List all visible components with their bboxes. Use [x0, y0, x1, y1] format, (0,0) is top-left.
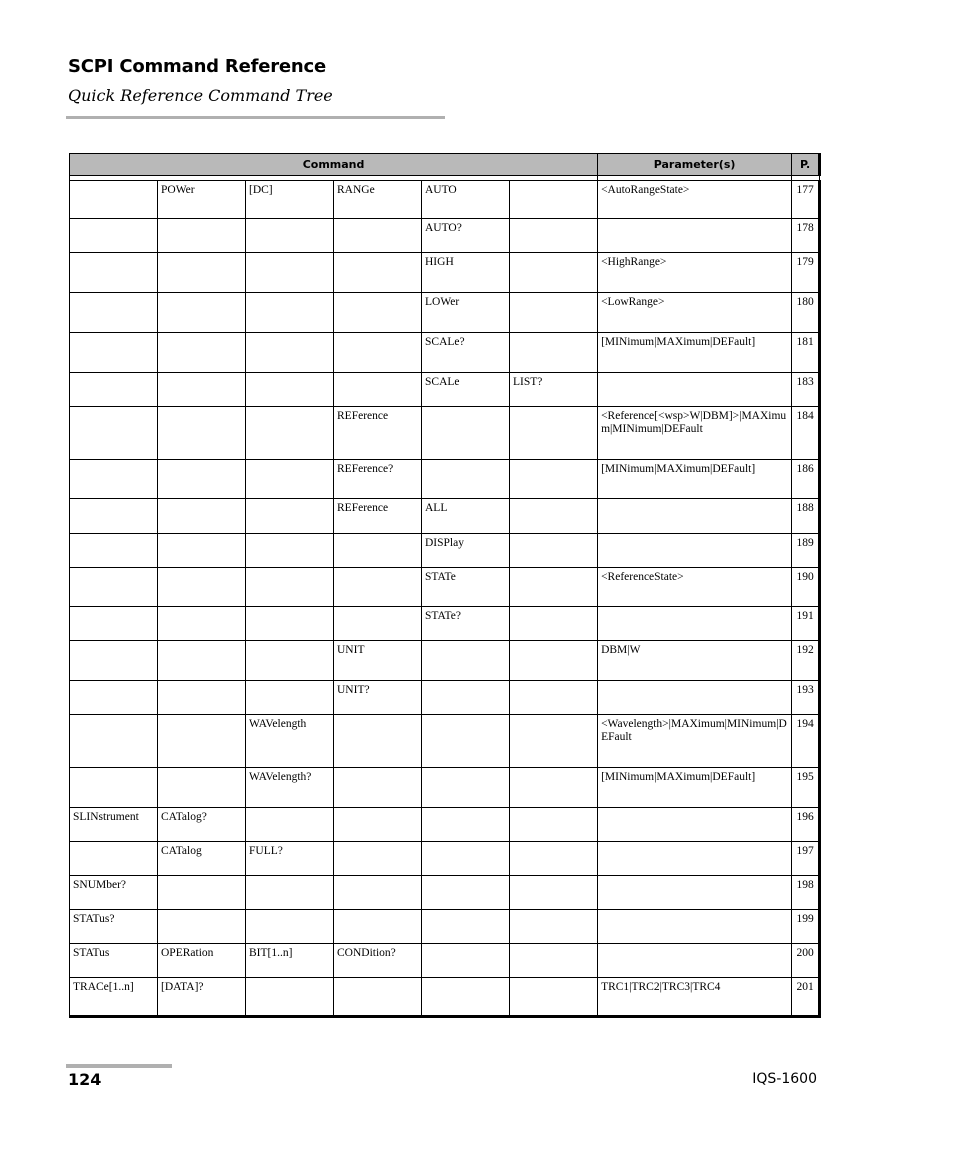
command-level-2-cell [158, 607, 246, 641]
command-level-4-cell [334, 978, 422, 1017]
command-level-2-cell [158, 641, 246, 681]
command-level-5-cell: DISPlay [422, 534, 510, 568]
parameters-cell: <Reference[<wsp>W|DBM]>|MAXimum|MINimum|DEFault [598, 407, 792, 460]
command-level-2-cell [158, 460, 246, 499]
parameters-cell: <ReferenceState> [598, 568, 792, 607]
parameters-cell [598, 373, 792, 407]
page-ref-cell: 188 [792, 499, 820, 534]
command-level-6-cell [510, 808, 598, 842]
command-level-2-cell [158, 534, 246, 568]
command-level-1-cell: TRACe[1..n] [70, 978, 158, 1017]
page-ref-cell: 177 [792, 181, 820, 219]
command-level-6-cell [510, 607, 598, 641]
command-level-2-cell: CATalog? [158, 808, 246, 842]
command-level-6-cell [510, 568, 598, 607]
command-level-6-cell: LIST? [510, 373, 598, 407]
command-level-3-cell [246, 641, 334, 681]
table-row [70, 293, 820, 333]
command-level-3-cell [246, 460, 334, 499]
parameters-cell [598, 842, 792, 876]
command-level-6-cell [510, 534, 598, 568]
command-level-5-cell [422, 910, 510, 944]
command-level-3-cell [246, 808, 334, 842]
parameters-cell [598, 219, 792, 253]
command-level-3-cell [246, 219, 334, 253]
page-ref-cell: 192 [792, 641, 820, 681]
table-row [70, 253, 820, 293]
command-level-5-cell [422, 407, 510, 460]
command-level-6-cell [510, 681, 598, 715]
table-row [70, 842, 820, 876]
command-level-2-cell [158, 910, 246, 944]
command-level-3-cell [246, 333, 334, 373]
command-level-1-cell: STATus [70, 944, 158, 978]
command-level-1-cell [70, 407, 158, 460]
table-row [70, 219, 820, 253]
command-level-1-cell [70, 842, 158, 876]
command-level-1-cell [70, 181, 158, 219]
command-level-5-cell [422, 460, 510, 499]
command-level-5-cell [422, 808, 510, 842]
command-level-1-cell [70, 253, 158, 293]
parameters-cell: [MINimum|MAXimum|DEFault] [598, 768, 792, 808]
command-level-4-cell [334, 333, 422, 373]
table-row [70, 876, 820, 910]
command-level-4-cell: REFerence [334, 407, 422, 460]
command-level-1-cell [70, 641, 158, 681]
command-level-5-cell [422, 944, 510, 978]
command-level-1-cell [70, 460, 158, 499]
page-ref-cell: 189 [792, 534, 820, 568]
page-ref-cell: 191 [792, 607, 820, 641]
command-level-4-cell [334, 293, 422, 333]
command-level-5-cell: LOWer [422, 293, 510, 333]
parameters-cell: [MINimum|MAXimum|DEFault] [598, 460, 792, 499]
command-level-3-cell: BIT[1..n] [246, 944, 334, 978]
parameters-cell [598, 910, 792, 944]
command-level-5-cell: AUTO? [422, 219, 510, 253]
command-level-2-cell [158, 715, 246, 768]
command-level-1-cell [70, 607, 158, 641]
table-row [70, 460, 820, 499]
command-level-3-cell [246, 407, 334, 460]
page-title: SCPI Command Reference [68, 56, 327, 77]
command-level-3-cell [246, 568, 334, 607]
header-parameters: Parameter(s) [598, 154, 792, 176]
parameters-cell: TRC1|TRC2|TRC3|TRC4 [598, 978, 792, 1017]
page-ref-cell: 178 [792, 219, 820, 253]
table-row [70, 768, 820, 808]
table-row [70, 407, 820, 460]
table-row [70, 944, 820, 978]
command-level-5-cell: SCALe [422, 373, 510, 407]
table-row [70, 910, 820, 944]
command-level-3-cell: FULL? [246, 842, 334, 876]
command-level-5-cell: AUTO [422, 181, 510, 219]
command-level-1-cell: STATus? [70, 910, 158, 944]
parameters-cell: DBM|W [598, 641, 792, 681]
table-row [70, 681, 820, 715]
command-level-5-cell [422, 768, 510, 808]
table-row [70, 534, 820, 568]
page-ref-cell: 195 [792, 768, 820, 808]
command-level-1-cell: SLINstrument [70, 808, 158, 842]
command-level-1-cell [70, 568, 158, 607]
parameters-cell: <Wavelength>|MAXimum|MINimum|DEFault [598, 715, 792, 768]
command-level-5-cell: ALL [422, 499, 510, 534]
command-level-2-cell: CATalog [158, 842, 246, 876]
command-level-4-cell [334, 534, 422, 568]
command-level-3-cell: WAVelength? [246, 768, 334, 808]
command-level-4-cell [334, 910, 422, 944]
table-row [70, 181, 820, 219]
parameters-cell: <HighRange> [598, 253, 792, 293]
page-ref-cell: 193 [792, 681, 820, 715]
table-row [70, 607, 820, 641]
command-level-3-cell [246, 373, 334, 407]
command-level-2-cell [158, 768, 246, 808]
command-level-6-cell [510, 910, 598, 944]
product-model: IQS-1600 [752, 1071, 817, 1087]
command-level-6-cell [510, 978, 598, 1017]
command-level-3-cell: WAVelength [246, 715, 334, 768]
page-ref-cell: 197 [792, 842, 820, 876]
page-ref-cell: 200 [792, 944, 820, 978]
parameters-cell [598, 607, 792, 641]
page-ref-cell: 183 [792, 373, 820, 407]
command-level-3-cell: [DC] [246, 181, 334, 219]
command-level-6-cell [510, 460, 598, 499]
command-level-2-cell: OPERation [158, 944, 246, 978]
command-level-5-cell [422, 641, 510, 681]
command-level-6-cell [510, 219, 598, 253]
command-level-4-cell [334, 768, 422, 808]
command-level-2-cell [158, 253, 246, 293]
table-row [70, 333, 820, 373]
page-subtitle: Quick Reference Command Tree [68, 86, 333, 105]
page-ref-cell: 190 [792, 568, 820, 607]
command-level-4-cell: RANGe [334, 181, 422, 219]
command-level-5-cell [422, 876, 510, 910]
command-level-6-cell [510, 407, 598, 460]
table-row [70, 808, 820, 842]
parameters-cell: [MINimum|MAXimum|DEFault] [598, 333, 792, 373]
command-level-2-cell [158, 499, 246, 534]
command-level-3-cell [246, 607, 334, 641]
page-ref-cell: 186 [792, 460, 820, 499]
command-level-4-cell [334, 808, 422, 842]
table-row [70, 499, 820, 534]
command-level-1-cell [70, 499, 158, 534]
page-ref-cell: 199 [792, 910, 820, 944]
command-level-5-cell: STATe? [422, 607, 510, 641]
parameters-cell [598, 534, 792, 568]
command-level-6-cell [510, 944, 598, 978]
table-row [70, 373, 820, 407]
command-level-5-cell [422, 715, 510, 768]
command-level-3-cell [246, 910, 334, 944]
command-level-4-cell [334, 715, 422, 768]
page-ref-cell: 198 [792, 876, 820, 910]
command-level-6-cell [510, 499, 598, 534]
page-ref-cell: 196 [792, 808, 820, 842]
command-level-1-cell [70, 219, 158, 253]
parameters-cell: <AutoRangeState> [598, 181, 792, 219]
command-level-6-cell [510, 768, 598, 808]
command-level-6-cell [510, 181, 598, 219]
command-level-4-cell [334, 876, 422, 910]
command-level-2-cell [158, 219, 246, 253]
command-level-3-cell [246, 534, 334, 568]
command-level-4-cell [334, 568, 422, 607]
command-level-4-cell [334, 373, 422, 407]
command-level-2-cell [158, 681, 246, 715]
command-level-3-cell [246, 681, 334, 715]
command-tree-table [69, 153, 821, 1018]
command-level-6-cell [510, 253, 598, 293]
parameters-cell [598, 876, 792, 910]
table-row [70, 715, 820, 768]
command-level-5-cell: HIGH [422, 253, 510, 293]
command-level-2-cell: [DATA]? [158, 978, 246, 1017]
command-level-6-cell [510, 641, 598, 681]
command-level-4-cell: UNIT [334, 641, 422, 681]
parameters-cell [598, 944, 792, 978]
command-level-6-cell [510, 842, 598, 876]
command-level-1-cell [70, 768, 158, 808]
command-level-5-cell [422, 842, 510, 876]
table-row [70, 978, 820, 1017]
command-level-5-cell [422, 978, 510, 1017]
command-level-4-cell: UNIT? [334, 681, 422, 715]
command-level-5-cell: SCALe? [422, 333, 510, 373]
command-level-3-cell [246, 978, 334, 1017]
command-level-2-cell [158, 568, 246, 607]
parameters-cell: <LowRange> [598, 293, 792, 333]
parameters-cell [598, 681, 792, 715]
command-level-4-cell: CONDition? [334, 944, 422, 978]
page-ref-cell: 194 [792, 715, 820, 768]
command-level-3-cell [246, 876, 334, 910]
page-ref-cell: 180 [792, 293, 820, 333]
command-level-6-cell [510, 333, 598, 373]
command-level-1-cell [70, 681, 158, 715]
command-level-1-cell: SNUMber? [70, 876, 158, 910]
command-level-2-cell [158, 876, 246, 910]
command-level-1-cell [70, 534, 158, 568]
page-ref-cell: 184 [792, 407, 820, 460]
command-level-4-cell [334, 607, 422, 641]
header-page: P. [792, 154, 820, 176]
page-ref-cell: 201 [792, 978, 820, 1017]
page-number: 124 [68, 1070, 102, 1089]
command-level-6-cell [510, 293, 598, 333]
command-level-5-cell: STATe [422, 568, 510, 607]
command-level-3-cell [246, 293, 334, 333]
command-level-6-cell [510, 715, 598, 768]
command-level-2-cell: POWer [158, 181, 246, 219]
command-level-4-cell [334, 219, 422, 253]
command-level-4-cell [334, 253, 422, 293]
command-level-1-cell [70, 293, 158, 333]
page-ref-cell: 181 [792, 333, 820, 373]
table-row [70, 641, 820, 681]
command-level-4-cell: REFerence? [334, 460, 422, 499]
page-ref-cell: 179 [792, 253, 820, 293]
header-divider [66, 116, 445, 119]
footer-divider [66, 1064, 172, 1068]
command-level-2-cell [158, 293, 246, 333]
command-level-3-cell [246, 499, 334, 534]
parameters-cell [598, 808, 792, 842]
command-level-1-cell [70, 715, 158, 768]
parameters-cell [598, 499, 792, 534]
command-level-2-cell [158, 333, 246, 373]
command-level-4-cell [334, 842, 422, 876]
table-header-row [70, 154, 820, 176]
command-level-2-cell [158, 407, 246, 460]
command-level-4-cell: REFerence [334, 499, 422, 534]
header-command: Command [70, 154, 598, 176]
command-level-5-cell [422, 681, 510, 715]
command-level-6-cell [510, 876, 598, 910]
table-row [70, 568, 820, 607]
command-level-1-cell [70, 333, 158, 373]
command-level-2-cell [158, 373, 246, 407]
command-level-3-cell [246, 253, 334, 293]
command-level-1-cell [70, 373, 158, 407]
